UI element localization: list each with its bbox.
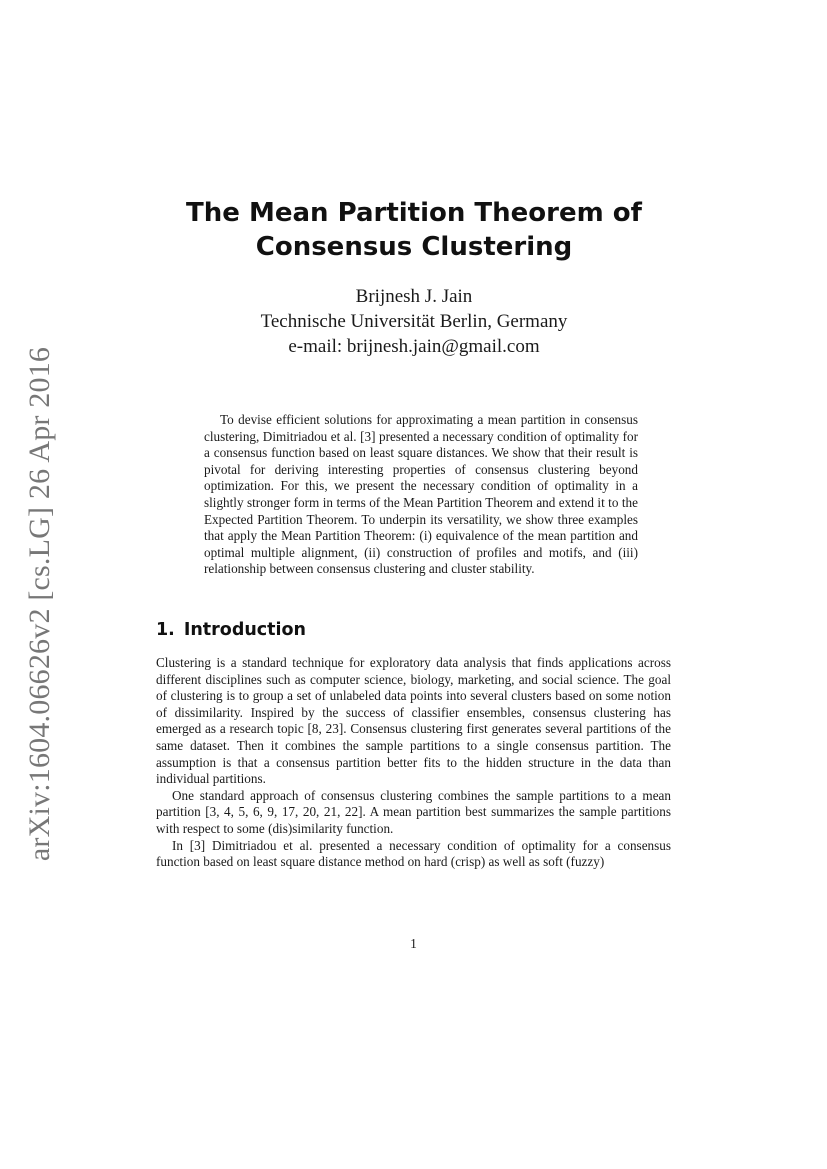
paper-title-line-2: Consensus Clustering <box>255 232 573 262</box>
section-heading-introduction <box>156 620 306 640</box>
section-number: 1. <box>156 620 175 640</box>
author-name: Brijnesh J. Jain <box>355 286 473 307</box>
introduction-body <box>156 655 671 871</box>
paper-title <box>157 196 671 264</box>
author-block <box>157 284 671 359</box>
section-title: Introduction <box>183 620 307 640</box>
paragraph: One standard approach of consensus clustering combines the sample partitions to a mean partition [3, 4, 5, 6, 9, 17, 20, 21, 22]. A mean partition best summarizes the sample partitions with respect to some (dis)similarity function. <box>156 787 671 836</box>
paper-title-line-1: The Mean Partition Theorem of <box>186 198 642 228</box>
paragraph: In [3] Dimitriadou et al. presented a necessary condition of optimality for a consensus function based on least square distance method on hard (crisp) as well as soft (fuzzy) <box>156 837 671 870</box>
abstract: To devise efficient solutions for approximating a mean partition in consensus clustering, Dimitriadou et al. [3] presented a necessary condition of optimality for a consensus function based on least square distances. We show that their result is pivotal for deriving interesting properties of consensus clustering beyond optimization. For this, we present the necessary condition of optimality in a slightly stronger form in terms of the Mean Partition Theorem and extend it to the Expected Partition Theorem. To underpin its versatility, we show three examples that apply the Mean Partition Theorem: (i) equivalence of the mean partition and optimal multiple alignment, (ii) construction of profiles and motifs, and (iii) relationship between consensus clustering and cluster stability. <box>204 412 638 577</box>
paragraph: Clustering is a standard technique for exploratory data analysis that finds applications across different disciplines such as computer science, biology, marketing, and social science. The goal of clustering is to group a set of unlabeled data points into several clusters based on some notion of dissimilarity. Inspired by the success of classifier ensembles, consensus clustering has emerged as a research topic [8, 23]. Consensus clustering first generates several partitions of the same dataset. Then it combines the sample partitions to a single consensus partition. The assumption is that a consensus partition better fits to the hidden structure in the data than individual partitions. <box>156 655 671 787</box>
author-email: e-mail: brijnesh.jain@gmail.com <box>288 336 540 357</box>
arxiv-identifier-stamp: arXiv:1604.06626v2 [cs.LG] 26 Apr 2016 <box>23 346 56 862</box>
author-affiliation: Technische Universität Berlin, Germany <box>260 311 568 332</box>
page-number: 1 <box>410 936 417 951</box>
